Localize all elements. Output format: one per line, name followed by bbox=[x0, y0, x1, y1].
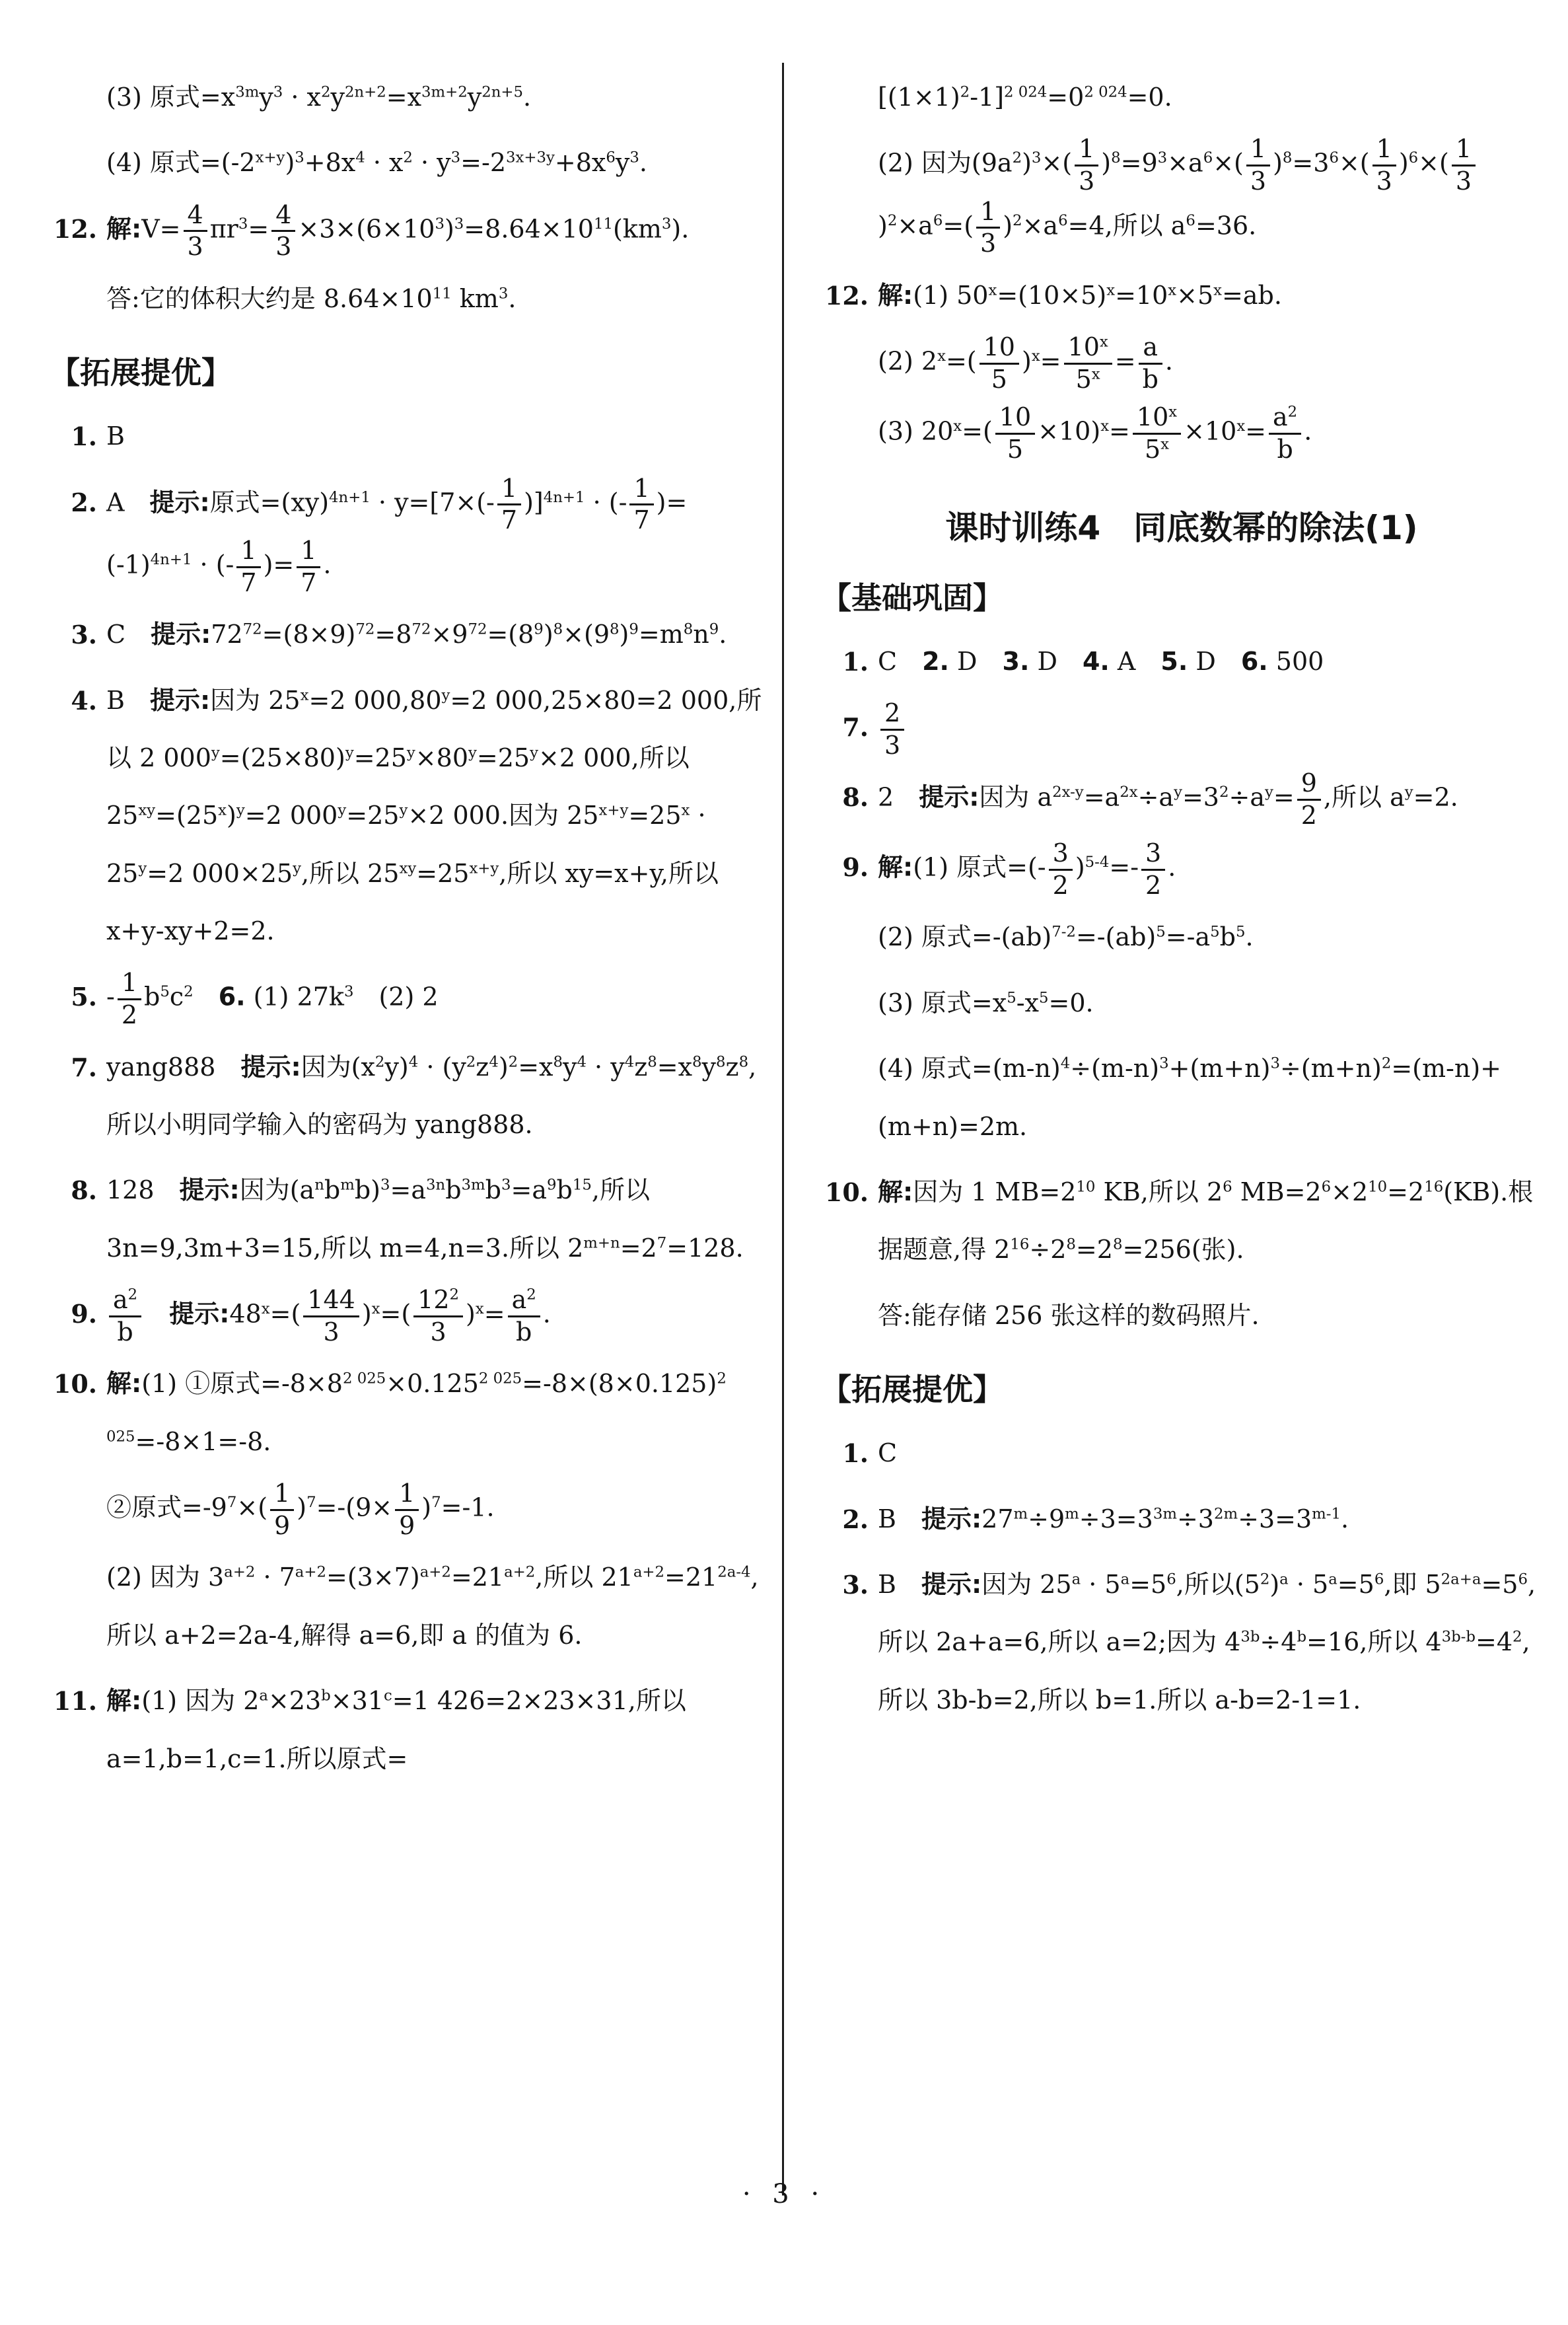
answer-item bbox=[50, 1285, 764, 1347]
item-body: $\frac{a^2}{b}$ 提示$:48^x=$( $\frac{144}{3}$ )$^x$=( $\frac{12^2}{3}$ )$^x$= $\frac{a^2}{b}$ . bbox=[106, 1285, 764, 1347]
fraction: $\frac{1}{9}$ bbox=[270, 1479, 294, 1541]
item-number bbox=[821, 1040, 878, 1156]
item-number bbox=[821, 134, 878, 258]
answer-item bbox=[821, 332, 1542, 394]
item-body: 128 提示:因为$(a^nb^mb)^3=a^{3n}b^{3m}b^3=a^9b^{15}$,所以 3n=9,3m+3=15,所以 m=4,n=3.所以 $2^{m+n}=2^7=128$. bbox=[106, 1175, 744, 1263]
item-number bbox=[821, 975, 878, 1032]
item-number: 9. bbox=[842, 852, 869, 883]
answer-item bbox=[50, 672, 764, 961]
fraction: $\frac{12^2}{3}$ bbox=[413, 1285, 463, 1347]
answer-item bbox=[821, 1163, 1542, 1279]
item-number: 2. bbox=[842, 1504, 869, 1534]
item-number: 8. bbox=[842, 782, 869, 813]
item-number: 2. bbox=[71, 487, 97, 517]
item-number bbox=[821, 1287, 878, 1345]
section-header: 【基础巩固】 bbox=[821, 579, 1003, 616]
fraction: $\frac{a^2}{b}$ bbox=[1269, 402, 1301, 464]
item-number bbox=[821, 332, 878, 394]
fraction: $\frac{10^x}{5^x}$ bbox=[1133, 402, 1181, 464]
answer-item bbox=[821, 975, 1542, 1032]
item-number: 4. bbox=[71, 685, 97, 716]
item-number bbox=[821, 908, 878, 966]
item-body: 解:(1) $50^x=(10\times 5)^x=10^x\times 5^x=ab$. bbox=[878, 280, 1282, 310]
answer-item bbox=[821, 69, 1542, 126]
item-number: 10. bbox=[53, 1369, 97, 1399]
item-body: C 提示$:72^{72}=(8\times 9)^{72}=8^{72}\times 9^{72}=(8^9)^8\times(9^8)^9=m^8n^9$. bbox=[106, 620, 727, 649]
answer-item bbox=[821, 838, 1542, 901]
fraction: $\frac{1}{3}$ bbox=[1246, 134, 1270, 196]
fraction: $\frac{3}{2}$ bbox=[1049, 838, 1073, 901]
answer-item bbox=[50, 1039, 764, 1154]
item-body: 解:因为 1 $MB=2^{10}$ KB,所以 $2^6$ $MB=2^6\times 2^{10}=2^{16}(KB)$.根据题意,得 $2^{16}\div 2^8=2^8=256$(张). bbox=[878, 1177, 1534, 1265]
answer-item bbox=[50, 270, 764, 328]
item-number bbox=[50, 134, 106, 192]
item-body: 答:能存储 256 张这样的数码照片. bbox=[878, 1300, 1260, 1330]
item-number bbox=[50, 270, 106, 328]
fraction: $\frac{9}{2}$ bbox=[1297, 768, 1321, 830]
item-number: 1. bbox=[842, 1438, 869, 1469]
item-body: (2) 原式$=-(ab)^{7-2}=-(ab)^5=-a^5b^5$. bbox=[878, 922, 1254, 952]
item-number: 3. bbox=[842, 1570, 869, 1600]
answer-item bbox=[821, 1556, 1542, 1729]
item-body: (3) 原式$=x^5-x^5=0$. bbox=[878, 988, 1094, 1017]
answer-item bbox=[821, 134, 1542, 258]
item-body: B 提示:因为 $25^x=2$ $000,80^y=2$ 000,25×80=2 000,所以 2 $000^y=(25\times 80)^y=25^y\times 80^y=25^y\times 2$ 000,所以 $25^{xy}=(25^x)^y=2$ $000^y=25^y\times 2$ 000.因为 $25^{x+y}=25^x \cdot 25^y=2$ $000\times 25^y$,所以 $25^{xy}=25^{x+y}$,所以 xy=x+y,所以 x+y-xy+2=2. bbox=[106, 685, 762, 946]
item-body bbox=[878, 698, 1542, 760]
fraction: $\frac{a^2}{b}$ bbox=[109, 1285, 141, 1347]
item-body: B 提示$:27^m\div 9^m\div 3=3^{3m}\div 3^{2m}\div 3=3^{m-1}$. bbox=[878, 1504, 1349, 1533]
item-body: A 提示:原式=(xy)$^{4n+1}$ · y=[7×(- $\frac{1}{7}$ )]$^{4n+1}$ · (- $\frac{1}{7}$ )$=(-1)^{4n+1}$ · (- $\frac{1}{7}$ )= $\frac{1}{7}$ . bbox=[106, 473, 688, 597]
answer-item bbox=[50, 1549, 764, 1664]
item-number: 9. bbox=[71, 1299, 97, 1329]
answer-item bbox=[50, 606, 764, 663]
page-number: · 3 · bbox=[742, 2179, 826, 2209]
item-number bbox=[821, 402, 878, 464]
item-body: (2) $2^x=$( $\frac{10}{5}$ )$^x$= $\frac{10^x}{5^x}$ = $\frac{a}{b}$ . bbox=[878, 332, 1173, 394]
answer-item bbox=[821, 1491, 1542, 1548]
fraction: $\frac{1}{7}$ bbox=[629, 474, 653, 536]
item-body: 2 提示:因为 $a^{2x-y}=a^{2x}\div a^y=3^2\div a^y=$ $\frac{9}{2}$ ,所以 $a^y=2$. bbox=[878, 768, 1458, 830]
answer-item bbox=[821, 768, 1542, 830]
item-body: 解:(1) 因为 $2^a\times 23^b\times 31^c=1$ 426=2×23×31,所以 a=1,b=1,c=1.所以原式= bbox=[106, 1686, 686, 1773]
item-number bbox=[50, 1549, 106, 1664]
item-body: 解:(1) 原式=(- $\frac{3}{2}$ )$^{5-4}$=- $\frac{3}{2}$ . bbox=[878, 838, 1176, 900]
answer-item bbox=[50, 1355, 764, 1471]
answer-item bbox=[821, 633, 1542, 690]
item-body: 解:(1) ①原式$=-8\times 8^{2 025}\times 0.125^{2 025}=-8\times(8\times 0.125)^{2 025}=-8\times 1=-8$. bbox=[106, 1369, 727, 1456]
fraction: $\frac{10}{5}$ bbox=[980, 332, 1019, 394]
fraction: $\frac{1}{9}$ bbox=[395, 1479, 419, 1541]
answer-item bbox=[50, 1162, 764, 1277]
right-column bbox=[821, 61, 1542, 1737]
item-body: (3) 原式$=x^{3m}y^3 \cdot x^2y^{2n+2}=x^{3m+2}y^{2n+5}$. bbox=[106, 83, 532, 112]
fraction: $\frac{3}{2}$ bbox=[1141, 838, 1165, 901]
answer-item bbox=[50, 69, 764, 126]
fraction: $\frac{10^x}{5^x}$ bbox=[1064, 332, 1112, 394]
item-number bbox=[50, 69, 106, 126]
fraction: $\frac{10}{5}$ bbox=[995, 402, 1035, 464]
item-body: 解:V= $\frac{4}{3}$ $\pi r^3=$ $\frac{4}{3}$ $\times 3\times(6\times 10^3)^3=8.64\times 10^{11}(km^3)$. bbox=[106, 200, 690, 262]
item-number: 5. bbox=[71, 982, 97, 1012]
fraction: $\frac{144}{3}$ bbox=[303, 1285, 359, 1347]
section-header: 【拓展提优】 bbox=[821, 1372, 1003, 1408]
item-number: 12. bbox=[824, 280, 869, 311]
answer-item bbox=[821, 908, 1542, 966]
answer-item bbox=[821, 1040, 1542, 1156]
item-body: C 2. D 3. D 4. A 5. D 6. 500 bbox=[878, 646, 1324, 676]
section-title: 课时训练4 同底数幂的除法(1) bbox=[945, 508, 1418, 547]
item-body: (4) 原式$=(-2^{x+y})^3+8x^4 \cdot x^2 \cdot y^3=-2^{3x+3y}+8x^6y^3$. bbox=[106, 148, 647, 178]
fraction: $\frac{1}{3}$ bbox=[1452, 134, 1476, 196]
answer-item bbox=[821, 698, 1542, 760]
item-body: yang888 提示:因为$(x^2y)^4 \cdot (y^2z^4)^2=x^8y^4 \cdot y^4z^8=x^8y^8z^8$,所以小明同学输入的密码为 yang888. bbox=[106, 1052, 757, 1140]
answer-item bbox=[821, 1287, 1542, 1345]
fraction: $\frac{1}{3}$ bbox=[1075, 134, 1098, 196]
answer-item bbox=[821, 402, 1542, 464]
item-number: 10. bbox=[824, 1177, 869, 1208]
item-number bbox=[821, 69, 878, 126]
fraction: $\frac{a}{b}$ bbox=[1139, 332, 1162, 394]
item-body: - $\frac{1}{2}$ $b^5c^2$ 6. (1) $27k^3$ (2) 2 bbox=[106, 968, 439, 1030]
item-body: C bbox=[878, 1438, 898, 1468]
item-number: 1. bbox=[842, 646, 869, 677]
item-number: 7. bbox=[71, 1052, 97, 1082]
item-body: (2) 因为 $3^{a+2} \cdot 7^{a+2}=(3\times 7)^{a+2}=21^{a+2}$,所以 $21^{a+2}=21^{2a-4}$,所以 a+2=2a-4,解得 a=6,即 a 的值为 6. bbox=[106, 1563, 759, 1650]
fraction: $\frac{1}{3}$ bbox=[976, 197, 1000, 259]
item-body: (2) 因为$(9a^2)^3\times$( $\frac{1}{3}$ )$^8=9^3\times a^6\times$( $\frac{1}{3}$ )$^8=3^6\times$( $\frac{1}{3}$ )$^6$×( $\frac{1}{3}$ )$^2\times a^6=$( $\frac{1}{3}$ )$^2\times a^6=4$,所以 $a^6=36$. bbox=[878, 134, 1542, 258]
answer-item bbox=[821, 267, 1542, 324]
item-number: 3. bbox=[71, 620, 97, 650]
item-body: $[(1\times 1)^2-1]^{2 024}=0^{2 024}=0$. bbox=[878, 83, 1172, 112]
item-number: 7. bbox=[842, 712, 869, 742]
answer-item bbox=[821, 1424, 1542, 1482]
answer-item bbox=[50, 1672, 764, 1788]
item-body: B bbox=[106, 422, 125, 451]
item-body: (4) 原式$=(m-n)^4\div(m-n)^3+(m+n)^3\div(m+n)^2=(m-n)+(m+n)=2m$. bbox=[878, 1054, 1502, 1141]
answer-item bbox=[50, 1479, 764, 1541]
item-number: 11. bbox=[53, 1686, 97, 1716]
column-divider bbox=[782, 63, 784, 2196]
item-number: 1. bbox=[71, 422, 97, 452]
item-number bbox=[50, 1479, 106, 1541]
answer-item bbox=[50, 474, 764, 598]
item-body: (3) $20^x=$( $\frac{10}{5}$ ×10)$^x$= $\frac{10^x}{5^x}$ $\times 10^x=$ $\frac{a^2}{b}$ . bbox=[878, 402, 1312, 464]
fraction: $\frac{a^2}{b}$ bbox=[508, 1285, 540, 1347]
answer-item bbox=[50, 408, 764, 465]
item-body: B 提示:因为 $25^a \cdot 5^a=5^6$,所以$(5^2)^a \cdot 5^a=5^6$,即 $5^{2a+a}=5^6$,所以 2a+a=6,所以 a=2;因为 $4^{3b}\div 4^b=16$,所以 $4^{3b-b}=4^2$,所以 3b-b=2,所以 b=1.所以 a-b=2-1=1. bbox=[878, 1570, 1536, 1715]
section-header: 【拓展提优】 bbox=[50, 355, 232, 391]
left-column bbox=[50, 61, 764, 1796]
fraction: $\frac{2}{3}$ bbox=[880, 698, 904, 760]
fraction: $\frac{4}{3}$ bbox=[184, 200, 207, 262]
item-number: 8. bbox=[71, 1175, 97, 1206]
fraction: $\frac{1}{7}$ bbox=[236, 536, 260, 598]
fraction: $\frac{1}{7}$ bbox=[497, 474, 521, 536]
item-number: 12. bbox=[53, 213, 97, 244]
item-body: ②原式$=-9^7\times$( $\frac{1}{9}$ )$^7$=-(9× $\frac{1}{9}$ )$^7$=-1. bbox=[106, 1479, 495, 1540]
fraction: $\frac{1}{3}$ bbox=[1372, 134, 1396, 196]
answer-item bbox=[50, 200, 764, 262]
fraction: $\frac{4}{3}$ bbox=[271, 200, 295, 262]
answer-item bbox=[50, 968, 764, 1030]
item-body: 答:它的体积大约是 $8.64\times 10^{11}$ $km^3$. bbox=[106, 283, 517, 313]
fraction: $\frac{1}{2}$ bbox=[118, 968, 141, 1030]
answer-item bbox=[50, 134, 764, 192]
fraction: $\frac{1}{7}$ bbox=[297, 536, 320, 598]
